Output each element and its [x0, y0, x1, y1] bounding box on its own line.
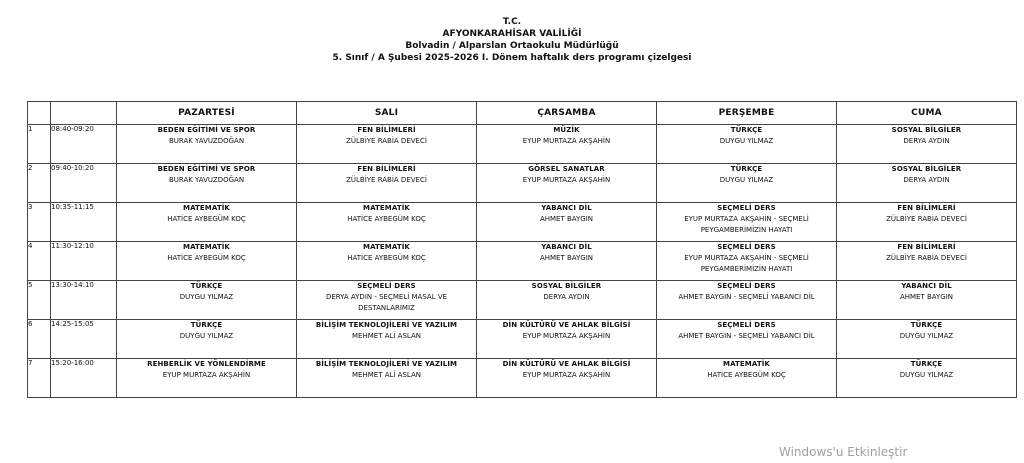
lesson-subject: SEÇMELİ DERS [717, 243, 776, 251]
lesson-teacher: AHMET BAYGIN - SEÇMELİ YABANCI DİL [678, 332, 815, 340]
lesson-subject: FEN BİLİMLERİ [897, 243, 956, 251]
header-governorship: AFYONKARAHİSAR VALİLİĞİ [442, 29, 582, 39]
lesson-teacher: AHMET BAYGIN - SEÇMELİ YABANCI DİL [678, 293, 815, 301]
document-header [0, 16, 1024, 64]
lesson-cell-thursday [657, 242, 837, 281]
period-number: 2 [28, 164, 51, 203]
lesson-subject: REHBERLİK VE YÖNLENDİRME [147, 360, 266, 368]
lesson-subject: GÖRSEL SANATLAR [528, 165, 605, 173]
lesson-teacher: DERYA AYDIN [543, 293, 590, 301]
lesson-subject: MATEMATİK [363, 204, 410, 212]
lesson-teacher: MEHMET ALİ ASLAN [352, 332, 421, 340]
lesson-subject: MATEMATİK [183, 243, 230, 251]
day-header-thursday: PERŞEMBE [657, 102, 837, 125]
lesson-teacher: AHMET BAYGIN [539, 254, 594, 262]
lesson-subject: BEDEN EĞİTİMİ VE SPOR [157, 165, 256, 173]
period-time: 13:30-14:10 [51, 281, 117, 320]
lesson-cell-thursday [657, 359, 837, 398]
lesson-cell-friday [837, 281, 1017, 320]
lesson-teacher: ZÜLBİYE RABİA DEVECİ [346, 176, 427, 184]
lesson-teacher: DERYA AYDIN [903, 176, 950, 184]
period-number: 3 [28, 203, 51, 242]
lesson-teacher: DUYGU YILMAZ [179, 332, 234, 340]
period-time: 08:40-09:20 [51, 125, 117, 164]
lesson-subject: TÜRKÇE [190, 282, 223, 290]
lesson-cell-thursday [657, 281, 837, 320]
lesson-cell-tuesday [297, 203, 477, 242]
lesson-cell-friday [837, 320, 1017, 359]
lesson-subject: YABANCI DİL [541, 204, 592, 212]
time-header [51, 102, 117, 125]
period-time: 14:25-15:05 [51, 320, 117, 359]
period-time: 09:40-10:20 [51, 164, 117, 203]
lesson-subject: TÜRKÇE [730, 165, 763, 173]
period-number: 1 [28, 125, 51, 164]
lesson-cell-tuesday [297, 320, 477, 359]
lesson-subject: TÜRKÇE [910, 360, 943, 368]
period-number: 6 [28, 320, 51, 359]
lesson-teacher: AHMET BAYGIN [539, 215, 594, 223]
header-country: T.C. [502, 17, 522, 27]
lesson-subject: MATEMATİK [363, 243, 410, 251]
day-header-monday: PAZARTESİ [117, 102, 297, 125]
lesson-cell-thursday [657, 203, 837, 242]
index-header [28, 102, 51, 125]
lesson-subject: FEN BİLİMLERİ [357, 126, 416, 134]
lesson-teacher: ZÜLBİYE RABİA DEVECİ [346, 137, 427, 145]
lesson-cell-tuesday [297, 281, 477, 320]
lesson-subject: SEÇMELİ DERS [357, 282, 416, 290]
lesson-subject: SEÇMELİ DERS [717, 282, 776, 290]
table-row [28, 125, 1017, 164]
lesson-subject: FEN BİLİMLERİ [357, 165, 416, 173]
lesson-teacher: BURAK YAVUZDOĞAN [168, 137, 245, 145]
day-header-friday: CUMA [837, 102, 1017, 125]
lesson-teacher: DERYA AYDIN - SEÇMELİ MASAL VE DESTANLARIMIZ [325, 293, 448, 312]
lesson-subject: SEÇMELİ DERS [717, 204, 776, 212]
header-school: Bolvadin / Alparslan Ortaokulu Müdürlüğü [405, 41, 619, 51]
lesson-teacher: DERYA AYDIN [903, 137, 950, 145]
table-row [28, 164, 1017, 203]
lesson-teacher: HATİCE AYBEGÜM KOÇ [707, 371, 786, 379]
lesson-cell-thursday [657, 320, 837, 359]
lesson-teacher: EYUP MURTAZA AKŞAHİN [162, 371, 251, 379]
day-header-tuesday: SALI [297, 102, 477, 125]
weekly-schedule-table [27, 101, 1017, 398]
lesson-teacher: DUYGU YILMAZ [899, 332, 954, 340]
lesson-teacher: EYUP MURTAZA AKŞAHİN [522, 137, 611, 145]
lesson-subject: TÜRKÇE [190, 321, 223, 329]
lesson-cell-monday [117, 203, 297, 242]
lesson-subject: BİLİŞİM TEKNOLOJİLERİ VE YAZILIM [315, 360, 458, 368]
lesson-cell-thursday [657, 164, 837, 203]
period-time: 15:20-16:00 [51, 359, 117, 398]
period-number: 7 [28, 359, 51, 398]
lesson-subject: MATEMATİK [723, 360, 770, 368]
lesson-cell-tuesday [297, 164, 477, 203]
lesson-teacher: EYUP MURTAZA AKŞAHİN [522, 371, 611, 379]
lesson-cell-monday [117, 359, 297, 398]
lesson-teacher: HATİCE AYBEGÜM KOÇ [347, 254, 426, 262]
lesson-cell-wednesday [477, 242, 657, 281]
lesson-teacher: HATİCE AYBEGÜM KOÇ [347, 215, 426, 223]
lesson-cell-wednesday [477, 281, 657, 320]
lesson-cell-friday [837, 359, 1017, 398]
lesson-subject: TÜRKÇE [730, 126, 763, 134]
period-number: 5 [28, 281, 51, 320]
lesson-subject: TÜRKÇE [910, 321, 943, 329]
lesson-cell-friday [837, 125, 1017, 164]
lesson-subject: SOSYAL BİLGİLER [891, 165, 962, 173]
lesson-teacher: BURAK YAVUZDOĞAN [168, 176, 245, 184]
lesson-subject: SOSYAL BİLGİLER [891, 126, 962, 134]
table-row [28, 242, 1017, 281]
lesson-subject: MÜZİK [553, 126, 580, 134]
lesson-cell-monday [117, 242, 297, 281]
lesson-teacher: DUYGU YILMAZ [719, 176, 774, 184]
lesson-cell-wednesday [477, 203, 657, 242]
lesson-teacher: EYUP MURTAZA AKŞAHİN [522, 332, 611, 340]
lesson-subject: BİLİŞİM TEKNOLOJİLERİ VE YAZILIM [315, 321, 458, 329]
lesson-cell-wednesday [477, 359, 657, 398]
lesson-cell-wednesday [477, 125, 657, 164]
period-time: 11:30-12:10 [51, 242, 117, 281]
lesson-cell-monday [117, 281, 297, 320]
lesson-subject: DİN KÜLTÜRÜ VE AHLAK BİLGİSİ [502, 360, 631, 368]
lesson-cell-friday [837, 164, 1017, 203]
table-row [28, 359, 1017, 398]
lesson-teacher: MEHMET ALİ ASLAN [352, 371, 421, 379]
lesson-teacher: HATİCE AYBEGÜM KOÇ [167, 215, 246, 223]
lesson-subject: DİN KÜLTÜRÜ VE AHLAK BİLGİSİ [502, 321, 631, 329]
lesson-teacher: EYUP MURTAZA AKŞAHİN - SEÇMELİ PEYGAMBERİMİZİN HAYATI [684, 215, 809, 234]
lesson-subject: SEÇMELİ DERS [717, 321, 776, 329]
period-number: 4 [28, 242, 51, 281]
lesson-cell-tuesday [297, 125, 477, 164]
lesson-cell-tuesday [297, 359, 477, 398]
lesson-subject: MATEMATİK [183, 204, 230, 212]
lesson-teacher: ZÜLBİYE RABİA DEVECİ [886, 254, 967, 262]
table-row [28, 203, 1017, 242]
lesson-teacher: DUYGU YILMAZ [719, 137, 774, 145]
lesson-cell-friday [837, 203, 1017, 242]
lesson-cell-wednesday [477, 320, 657, 359]
lesson-cell-wednesday [477, 164, 657, 203]
lesson-teacher: DUYGU YILMAZ [899, 371, 954, 379]
lesson-cell-thursday [657, 125, 837, 164]
day-header-wednesday: ÇARSAMBA [477, 102, 657, 125]
table-row [28, 281, 1017, 320]
lesson-subject: YABANCI DİL [541, 243, 592, 251]
lesson-cell-tuesday [297, 242, 477, 281]
lesson-subject: FEN BİLİMLERİ [897, 204, 956, 212]
header-schedule-title: 5. Sınıf / A Şubesi 2025-2026 I. Dönem haftalık ders programı çizelgesi [332, 53, 692, 63]
table-row [28, 320, 1017, 359]
lesson-cell-monday [117, 320, 297, 359]
lesson-teacher: AHMET BAYGIN [899, 293, 954, 301]
activation-watermark: Windows'u Etkinleştir [779, 445, 908, 459]
lesson-cell-monday [117, 164, 297, 203]
lesson-teacher: HATİCE AYBEGÜM KOÇ [167, 254, 246, 262]
lesson-teacher: DUYGU YILMAZ [179, 293, 234, 301]
lesson-teacher: ZÜLBİYE RABİA DEVECİ [886, 215, 967, 223]
lesson-cell-friday [837, 242, 1017, 281]
lesson-cell-monday [117, 125, 297, 164]
lesson-subject: YABANCI DİL [901, 282, 952, 290]
header-row [28, 102, 1017, 125]
lesson-teacher: EYUP MURTAZA AKŞAHİN [522, 176, 611, 184]
lesson-teacher: EYUP MURTAZA AKŞAHİN - SEÇMELİ PEYGAMBERİMİZİN HAYATI [684, 254, 809, 273]
lesson-subject: BEDEN EĞİTİMİ VE SPOR [157, 126, 256, 134]
lesson-subject: SOSYAL BİLGİLER [531, 282, 602, 290]
period-time: 10:35-11:15 [51, 203, 117, 242]
